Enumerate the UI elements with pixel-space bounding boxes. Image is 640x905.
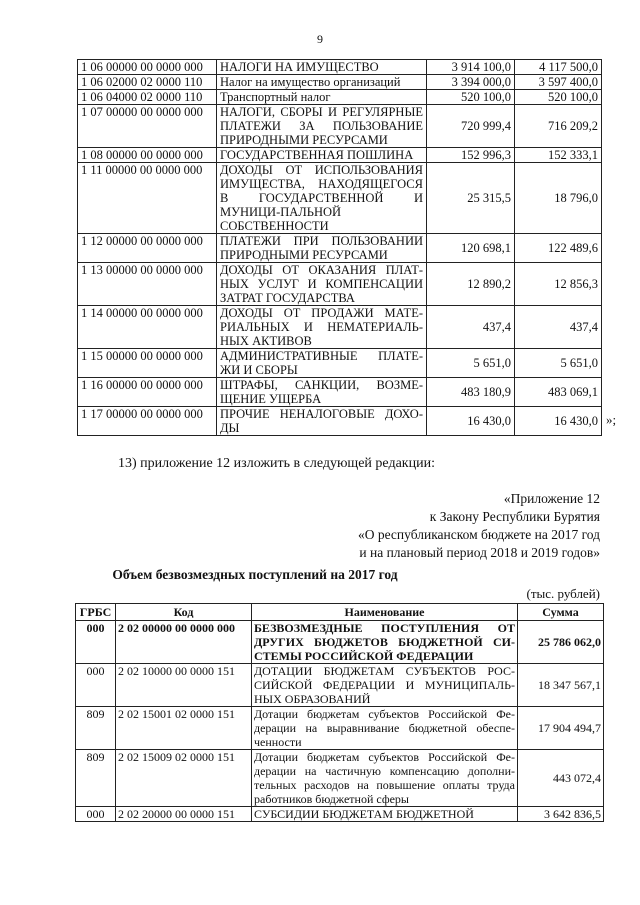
row-grbs: 000 xyxy=(76,664,116,707)
row-code: 1 06 02000 02 0000 110 xyxy=(78,75,217,90)
row-value-2019: 3 597 400,0 xyxy=(515,75,602,90)
row-value-2018: 120 698,1 xyxy=(427,234,515,263)
table-row xyxy=(78,105,602,148)
row-code: 2 02 15009 02 0000 151 xyxy=(116,750,252,807)
units-label: (тыс. рублей) xyxy=(526,586,600,601)
table-row xyxy=(78,349,602,378)
row-value-2018: 437,4 xyxy=(427,306,515,349)
row-code: 1 08 00000 00 0000 000 xyxy=(78,148,217,163)
header-grbs: ГРБС xyxy=(76,604,116,621)
row-grbs: 809 xyxy=(76,707,116,750)
row-name: БЕЗВОЗМЕЗДНЫЕ ПОСТУПЛЕНИЯ ОТ ДРУГИХ БЮДЖЕТОВ БЮДЖЕТНОЙ СИ-СТЕМЫ РОССИЙСКОЙ ФЕДЕРАЦИИ xyxy=(252,621,518,664)
row-code: 1 17 00000 00 0000 000 xyxy=(78,407,217,436)
closing-quote: »; xyxy=(606,412,617,427)
appendix-line-4: и на плановый период 2018 и 2019 годов» xyxy=(359,545,600,560)
page-number: 9 xyxy=(317,32,323,46)
table-row xyxy=(78,378,602,407)
row-code: 1 06 00000 00 0000 000 xyxy=(78,60,217,75)
table-row xyxy=(78,90,602,105)
row-name: Дотации бюджетам субъектов Российской Фе-дерации на частичную компенсацию дополни-тельных расходов на повышение оплаты труда работников бюджетной сферы xyxy=(252,750,518,807)
table-row xyxy=(78,75,602,90)
row-grbs: 000 xyxy=(76,621,116,664)
revenue-table xyxy=(77,59,602,436)
row-value-2019: 122 489,6 xyxy=(515,234,602,263)
table-row xyxy=(78,306,602,349)
row-value-2018: 520 100,0 xyxy=(427,90,515,105)
row-name: ДОХОДЫ ОТ ПРОДАЖИ МАТЕ-РИАЛЬНЫХ И НЕМАТЕРИАЛЬ-НЫХ АКТИВОВ xyxy=(217,306,427,349)
table-row xyxy=(76,664,604,707)
appendix-line-1: «Приложение 12 xyxy=(503,491,600,506)
row-value-2019: 152 333,1 xyxy=(515,148,602,163)
row-value-2019: 520 100,0 xyxy=(515,90,602,105)
row-name: НАЛОГИ НА ИМУЩЕСТВО xyxy=(217,60,427,75)
row-name: Транспортный налог xyxy=(217,90,427,105)
row-code: 1 07 00000 00 0000 000 xyxy=(78,105,217,148)
transfers-table xyxy=(75,603,604,822)
row-code: 1 11 00000 00 0000 000 xyxy=(78,163,217,234)
table-row xyxy=(78,148,602,163)
row-sum: 25 786 062,0 xyxy=(518,621,604,664)
row-grbs: 000 xyxy=(76,807,116,822)
row-name: СУБСИДИИ БЮДЖЕТАМ БЮДЖЕТНОЙ xyxy=(252,807,518,822)
row-code: 1 12 00000 00 0000 000 xyxy=(78,234,217,263)
appendix-line-3: «О республиканском бюджете на 2017 год xyxy=(357,527,600,542)
row-value-2018: 3 394 000,0 xyxy=(427,75,515,90)
row-name: ДОХОДЫ ОТ ИСПОЛЬЗОВАНИЯ ИМУЩЕСТВА, НАХОДЯЩЕГОСЯ В ГОСУДАРСТВЕННОЙ И МУНИЦИ-ПАЛЬНОЙ СОБСТВЕННОСТИ xyxy=(217,163,427,234)
row-value-2018: 483 180,9 xyxy=(427,378,515,407)
paragraph-13: 13) приложение 12 изложить в следующей редакции: xyxy=(118,456,435,471)
row-name: ПРОЧИЕ НЕНАЛОГОВЫЕ ДОХО-ДЫ xyxy=(217,407,427,436)
table-row xyxy=(78,60,602,75)
row-value-2019: 12 856,3 xyxy=(515,263,602,306)
header-code: Код xyxy=(116,604,252,621)
row-code: 1 15 00000 00 0000 000 xyxy=(78,349,217,378)
row-code: 1 06 04000 02 0000 110 xyxy=(78,90,217,105)
row-sum: 3 642 836,5 xyxy=(518,807,604,822)
row-code: 2 02 20000 00 0000 151 xyxy=(116,807,252,822)
row-value-2019: 4 117 500,0 xyxy=(515,60,602,75)
row-name: ШТРАФЫ, САНКЦИИ, ВОЗМЕ-ЩЕНИЕ УЩЕРБА xyxy=(217,378,427,407)
transfers-table-body xyxy=(76,621,604,822)
row-value-2018: 152 996,3 xyxy=(427,148,515,163)
row-value-2019: 437,4 xyxy=(515,306,602,349)
row-code: 1 14 00000 00 0000 000 xyxy=(78,306,217,349)
row-value-2019: 18 796,0 xyxy=(515,163,602,234)
row-code: 1 16 00000 00 0000 000 xyxy=(78,378,217,407)
row-code: 2 02 00000 00 0000 000 xyxy=(116,621,252,664)
table-row xyxy=(76,807,604,822)
row-name: ГОСУДАРСТВЕННАЯ ПОШЛИНА xyxy=(217,148,427,163)
row-value-2018: 12 890,2 xyxy=(427,263,515,306)
row-code: 2 02 10000 00 0000 151 xyxy=(116,664,252,707)
row-value-2019: 5 651,0 xyxy=(515,349,602,378)
row-sum: 17 904 494,7 xyxy=(518,707,604,750)
row-value-2019: 716 209,2 xyxy=(515,105,602,148)
row-name: ДОТАЦИИ БЮДЖЕТАМ СУБЪЕКТОВ РОС-СИЙСКОЙ ФЕДЕРАЦИИ И МУНИЦИПАЛЬ-НЫХ ОБРАЗОВАНИЙ xyxy=(252,664,518,707)
row-name: Налог на имущество организаций xyxy=(217,75,427,90)
row-sum: 443 072,4 xyxy=(518,750,604,807)
row-name: Дотации бюджетам субъектов Российской Фе-дерации на выравнивание бюджетной обеспе-ченности xyxy=(252,707,518,750)
header-sum: Сумма xyxy=(518,604,604,621)
revenue-table-body xyxy=(78,60,602,436)
row-sum: 18 347 567,1 xyxy=(518,664,604,707)
header-name: Наименование xyxy=(252,604,518,621)
row-name: АДМИНИСТРАТИВНЫЕ ПЛАТЕ-ЖИ И СБОРЫ xyxy=(217,349,427,378)
transfers-table-header xyxy=(76,604,604,621)
row-value-2018: 3 914 100,0 xyxy=(427,60,515,75)
appendix-line-2: к Закону Республики Бурятия xyxy=(429,509,600,524)
row-name: ПЛАТЕЖИ ПРИ ПОЛЬЗОВАНИИ ПРИРОДНЫМИ РЕСУРСАМИ xyxy=(217,234,427,263)
row-code: 1 13 00000 00 0000 000 xyxy=(78,263,217,306)
table2-title: Объем безвозмездных поступлений на 2017 год xyxy=(112,567,398,582)
table-row xyxy=(76,621,604,664)
row-code: 2 02 15001 02 0000 151 xyxy=(116,707,252,750)
appendix-header xyxy=(358,490,600,562)
row-value-2019: 483 069,1 xyxy=(515,378,602,407)
row-value-2018: 720 999,4 xyxy=(427,105,515,148)
table-row xyxy=(78,263,602,306)
row-value-2018: 5 651,0 xyxy=(427,349,515,378)
row-name: НАЛОГИ, СБОРЫ И РЕГУЛЯРНЫЕ ПЛАТЕЖИ ЗА ПОЛЬЗОВАНИЕ ПРИРОДНЫМИ РЕСУРСАМИ xyxy=(217,105,427,148)
table-row xyxy=(78,163,602,234)
table-row xyxy=(76,750,604,807)
row-value-2019: 16 430,0 xyxy=(515,407,602,436)
row-value-2018: 16 430,0 xyxy=(427,407,515,436)
row-grbs: 809 xyxy=(76,750,116,807)
table-row xyxy=(78,234,602,263)
row-name: ДОХОДЫ ОТ ОКАЗАНИЯ ПЛАТ-НЫХ УСЛУГ И КОМПЕНСАЦИИ ЗАТРАТ ГОСУДАРСТВА xyxy=(217,263,427,306)
row-value-2018: 25 315,5 xyxy=(427,163,515,234)
table-row xyxy=(78,407,602,436)
table-row xyxy=(76,707,604,750)
